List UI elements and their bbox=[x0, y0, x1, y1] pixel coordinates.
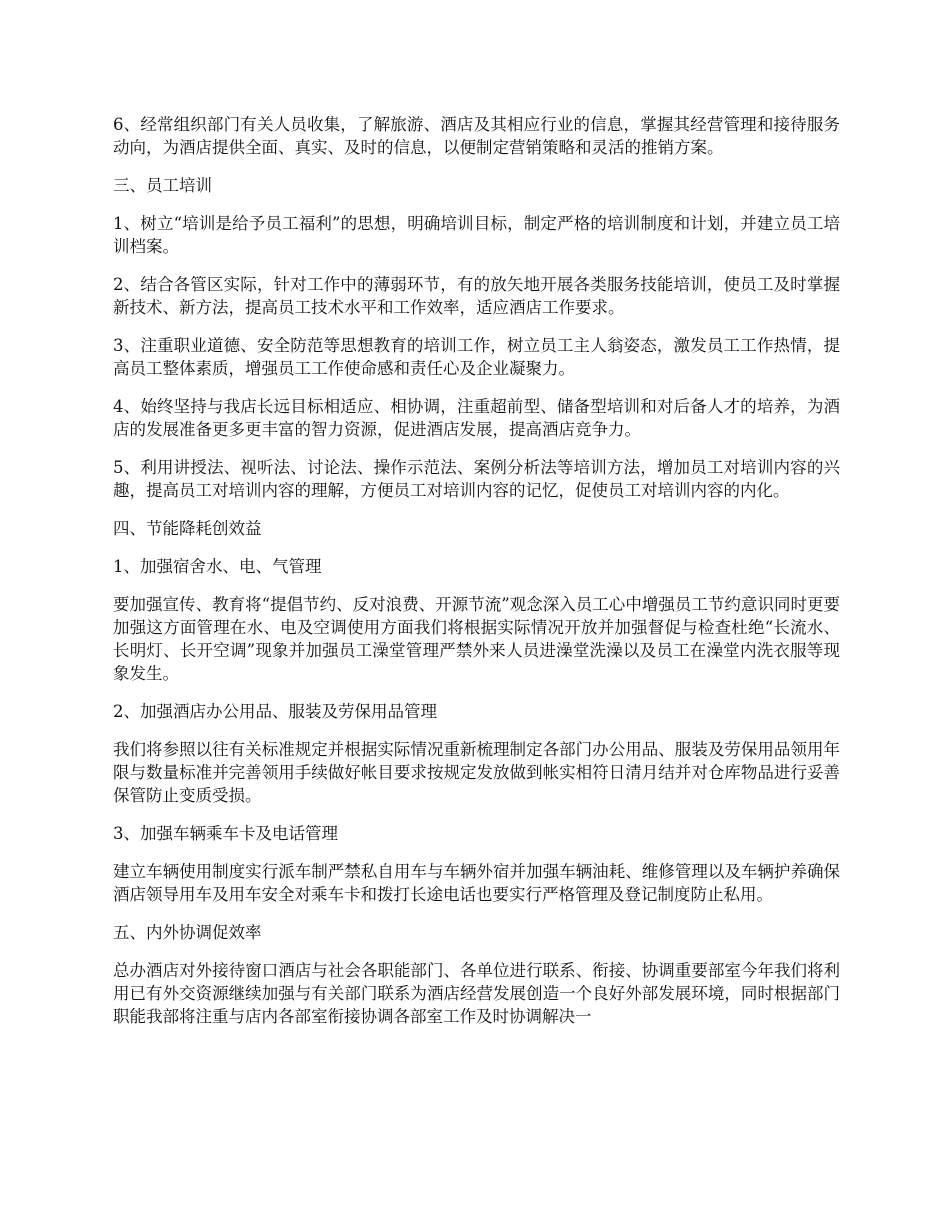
paragraph-coordination: 总办酒店对外接待窗口酒店与社会各职能部门、各单位进行联系、衔接、协调重要部室今年我们将利用已有外交资源继续加强与有关部门联系为酒店经营发展创造一个良好外部发展环境，同时根据部门职能我部将注重与店内各部室衔接协调各部室工作及时协调解决一 bbox=[113, 961, 840, 1026]
paragraph-training-1: 1、树立“培训是给予员工福利”的思想，明确培训目标，制定严格的培训制度和计划，并建立员工培训档案。 bbox=[113, 214, 840, 256]
paragraph-training-4: 4、始终坚持与我店长远目标相适应、相协调，注重超前型、储备型培训和对后备人才的培养，为酒店的发展准备更多更丰富的智力资源，促进酒店发展，提高酒店竞争力。 bbox=[113, 397, 840, 439]
section-heading-staff-training: 三、员工培训 bbox=[113, 176, 212, 195]
paragraph-office-supplies: 我们将参照以往有关标准规定并根据实际情况重新梳理制定各部门办公用品、服装及劳保用品领用年限与数量标准并完善领用手续做好帐目要求按规定发放做到帐实相符日清月结并对仓库物品进行妥善保管防止变质受损。 bbox=[113, 740, 840, 805]
subheading-vehicles: 3、加强车辆乘车卡及电话管理 bbox=[113, 824, 338, 843]
paragraph-vehicles: 建立车辆使用制度实行派车制严禁私自用车与车辆外宿并加强车辆油耗、维修管理以及车辆护养确保酒店领导用车及用车安全对乘车卡和拨打长途电话也要实行严格管理及登记制度防止私用。 bbox=[113, 862, 840, 904]
section-heading-coordination: 五、内外协调促效率 bbox=[113, 923, 262, 942]
paragraph-training-3: 3、注重职业道德、安全防范等思想教育的培训工作，树立员工主人翁姿态，激发员工工作热情，提高员工整体素质，增强员工工作使命感和责任心及企业凝聚力。 bbox=[113, 336, 840, 378]
paragraph-training-5: 5、利用讲授法、视听法、讨论法、操作示范法、案例分析法等培训方法，增加员工对培训内容的兴趣，提高员工对培训内容的理解，方便员工对培训内容的记忆，促使员工对培训内容的内化。 bbox=[113, 458, 840, 500]
paragraph-item-6: 6、经常组织部门有关人员收集，了解旅游、酒店及其相应行业的信息，掌握其经营管理和接待服务动向，为酒店提供全面、真实、及时的信息，以便制定营销策略和灵活的推销方案。 bbox=[113, 115, 840, 157]
subheading-dormitory: 1、加强宿舍水、电、气管理 bbox=[113, 557, 322, 576]
subheading-office-supplies: 2、加强酒店办公用品、服装及劳保用品管理 bbox=[113, 702, 437, 721]
paragraph-training-2: 2、结合各管区实际，针对工作中的薄弱环节，有的放矢地开展各类服务技能培训，使员工及时掌握新技术、新方法，提高员工技术水平和工作效率，适应酒店工作要求。 bbox=[113, 275, 840, 317]
paragraph-dormitory: 要加强宣传、教育将“提倡节约、反对浪费、开源节流”观念深入员工心中增强员工节约意识同时更要加强这方面管理在水、电及空调使用方面我们将根据实际情况开放并加强督促与检查杜绝“长流水、长明灯、长开空调”现象并加强员工澡堂管理严禁外来人员进澡堂洗澡以及员工在澡堂内洗衣服等现象发生。 bbox=[113, 595, 840, 683]
section-heading-energy-saving: 四、节能降耗创效益 bbox=[113, 519, 262, 538]
